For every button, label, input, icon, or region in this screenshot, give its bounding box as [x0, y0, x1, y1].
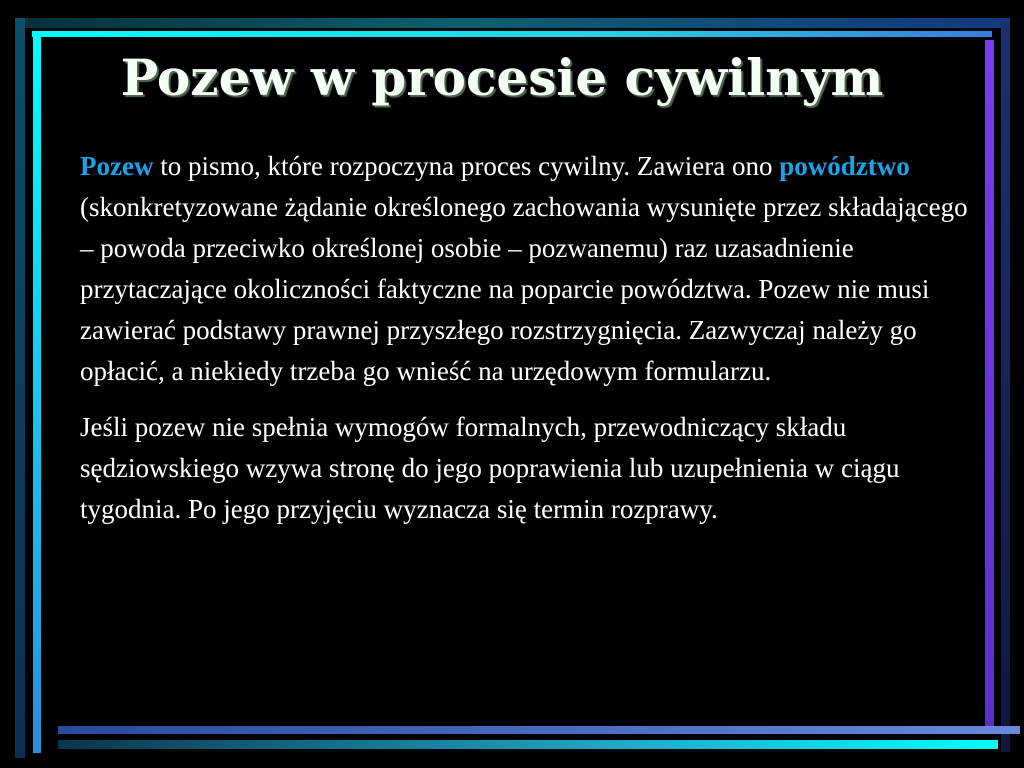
slide-body	[80, 146, 970, 530]
paragraph-text-part-1: to pismo, które rozpoczyna proces cywilny. Zawiera ono	[153, 151, 780, 181]
slide-title: Pozew w procesie cywilnym	[120, 48, 884, 107]
decorative-bar-right-inner	[985, 40, 994, 730]
decorative-bar-left-inner	[33, 33, 41, 753]
paragraph-pozew-definition	[80, 146, 970, 392]
decorative-bar-right-outer	[1001, 22, 1010, 752]
paragraph-text-part-2: (skonkretyzowane żądanie określonego zachowania wysunięte przez składającego – powoda przeciwko określonej osobie – pozwanemu) raz uzasadnienie przytaczające okoliczności faktyczne na poparcie powództwa. Pozew nie musi zawierać podstawy prawnej przyszłego rozstrzygnięcia. Zazwyczaj należy go opłacić, a niekiedy trzeba go wnieść na urzędowym formularzu.	[80, 192, 968, 386]
decorative-bar-bottom-inner	[58, 726, 1020, 734]
term-powodztwo: powództwo	[779, 151, 910, 181]
decorative-bar-top-outer	[15, 18, 1010, 28]
decorative-bar-left-outer	[15, 18, 25, 758]
paragraph-formal-requirements: Jeśli pozew nie spełnia wymogów formalnych, przewodniczący składu sędziowskiego wzywa stronę do jego poprawienia lub uzupełnienia w ciągu tygodnia. Po jego przyjęciu wyznacza się termin rozprawy.	[80, 412, 900, 524]
decorative-bar-bottom-outer	[58, 740, 998, 749]
decorative-bar-top-inner	[32, 31, 992, 37]
term-pozew: Pozew	[80, 151, 154, 181]
